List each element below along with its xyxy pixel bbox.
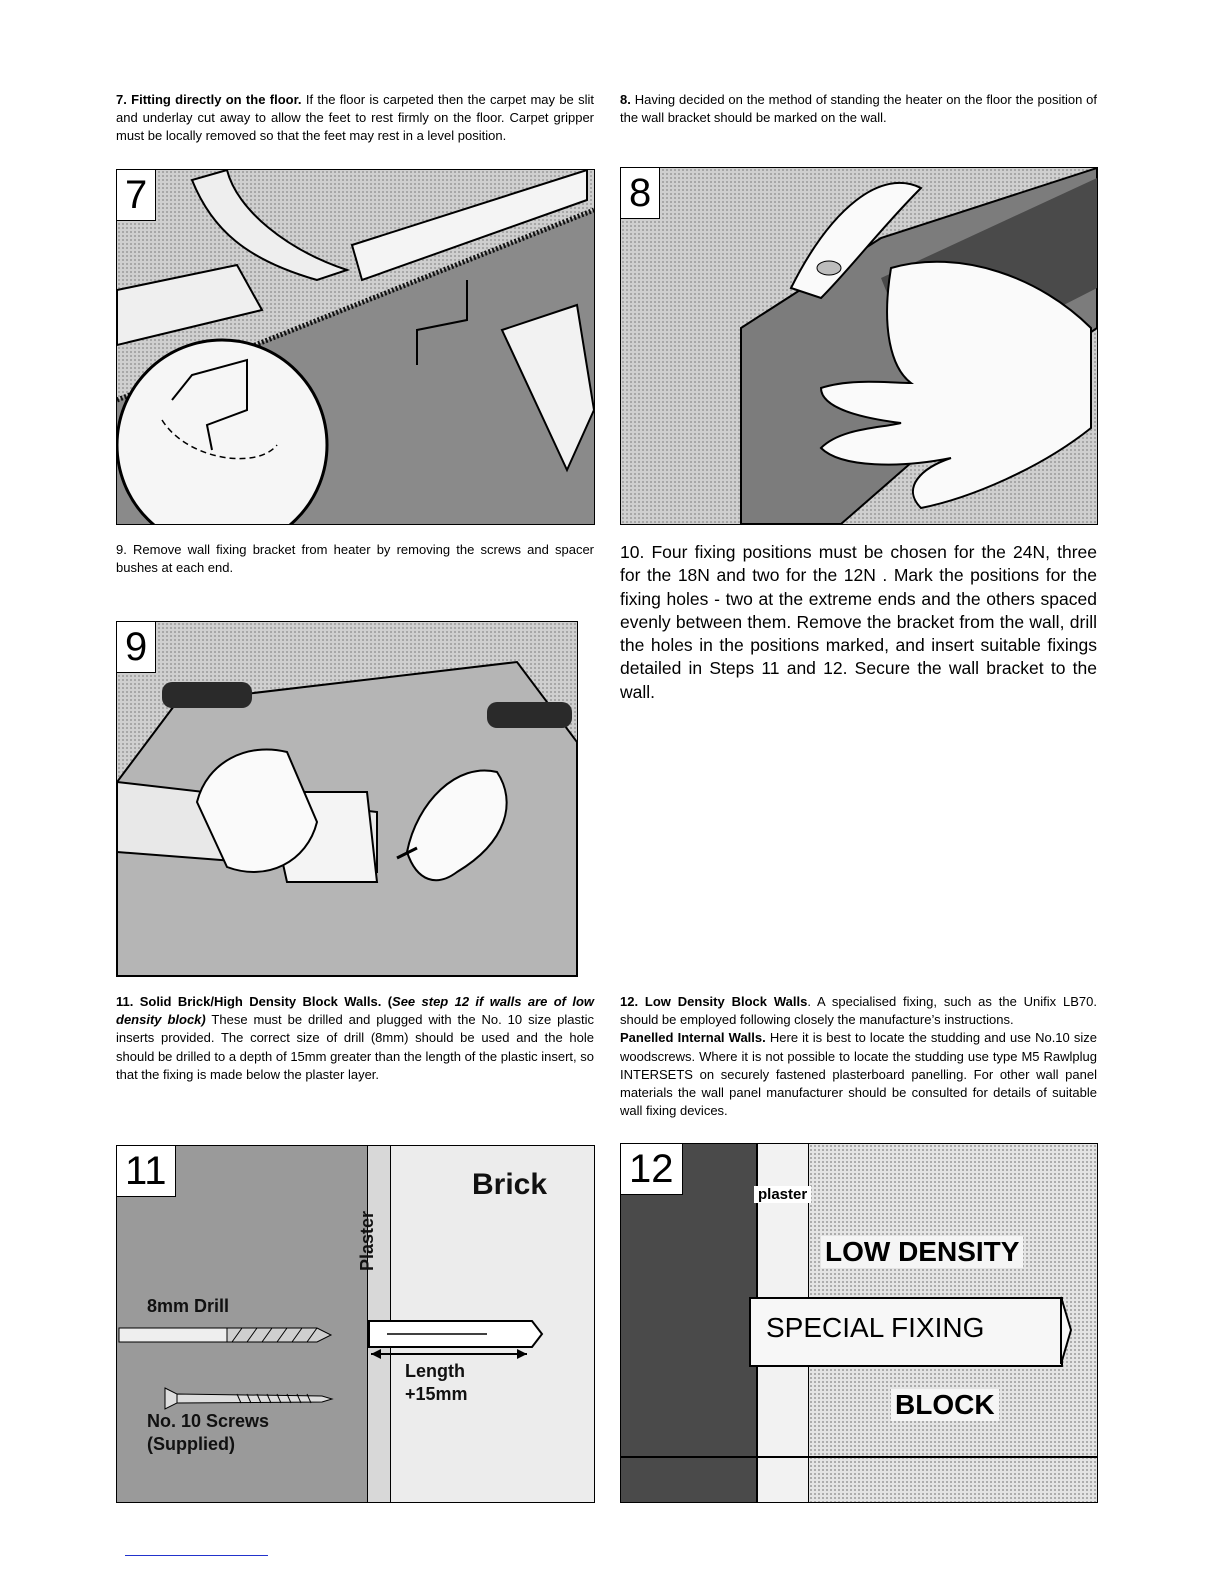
supplied-label: (Supplied) bbox=[147, 1434, 235, 1454]
bracket-removal-drawing bbox=[117, 622, 577, 976]
block-label: BLOCK bbox=[891, 1389, 999, 1421]
badge-12: 12 bbox=[621, 1144, 683, 1195]
footer-link-underline[interactable] bbox=[125, 1555, 268, 1556]
step-10-text bbox=[620, 541, 1097, 704]
step-11-body: These must be drilled and plugged with the No. 10 size plastic inserts provided. The correct size of drill (8mm) should be used and the hole should be drilled to a depth of 15mm greater than the length of the plastic insert, so that the fixing is made below the plaster layer. bbox=[116, 1012, 594, 1082]
heater-wall-drawing bbox=[621, 168, 1097, 524]
badge-11: 11 bbox=[117, 1146, 176, 1197]
drill-label: 8mm Drill bbox=[147, 1296, 230, 1316]
step-11-heading: 11. Solid Brick/High Density Block Walls. ( bbox=[116, 994, 393, 1009]
special-fixing-label: SPECIAL FIXING bbox=[766, 1312, 985, 1343]
step-12-text bbox=[620, 993, 1097, 1120]
panelled-walls-body: Here it is best to locate the studding and use No.10 size woodscrews. Where it is not possible to locate the studding use type M5 Rawlplug INTERSETS on securely fastened plasterboard panelling. For other wall panel materials the wall panel manufacturer should be consulted for details of suitable wall fixing devices. bbox=[620, 1030, 1097, 1119]
plaster-label: Plaster bbox=[357, 1210, 377, 1271]
illustration-step-8 bbox=[620, 167, 1098, 525]
step-7-heading: 7. Fitting directly on the floor. bbox=[116, 92, 302, 107]
step-7-body: If the floor is carpeted then the carpet may be slit and underlay cut away to allow the feet to rest firmly on the floor. Carpet gripper must be locally removed so that the feet may rest in a level position. bbox=[116, 92, 594, 144]
badge-9: 9 bbox=[117, 622, 156, 673]
badge-7: 7 bbox=[117, 170, 156, 221]
step-9-text bbox=[116, 541, 594, 577]
step-11-text bbox=[116, 993, 594, 1084]
step-10-body: 10. Four fixing positions must be chosen for the 24N, three for the 18N and two for the 12N . Mark the positions for the fixing holes - two at the extreme ends and the others spaced evenly between them. Remove the bracket from the wall, drill the holes in the positions marked, and insert suitable fixings detailed in Steps 11 and 12. Secure the wall bracket to the wall. bbox=[620, 542, 1097, 702]
badge-8: 8 bbox=[621, 168, 660, 219]
low-density-label: LOW DENSITY bbox=[821, 1236, 1023, 1268]
illustration-step-9 bbox=[116, 621, 578, 977]
plaster-label: plaster bbox=[754, 1186, 811, 1203]
step-11-note: See step 12 if walls are of low density block) bbox=[116, 994, 594, 1028]
step-12-heading: 12. Low Density Block Walls bbox=[620, 994, 808, 1009]
illustration-step-12 bbox=[620, 1143, 1098, 1503]
length-label: Length bbox=[405, 1361, 465, 1381]
extra-depth-label: +15mm bbox=[405, 1384, 468, 1404]
illustration-step-7 bbox=[116, 169, 595, 525]
step-7-text bbox=[116, 91, 594, 146]
illustration-step-11 bbox=[116, 1145, 595, 1503]
step-8-text bbox=[620, 91, 1097, 127]
step-8-number: 8. bbox=[620, 92, 631, 107]
step-12-body: . A specialised fixing, such as the Unifix LB70. should be employed following closely the manufacture’s instructions. bbox=[620, 994, 1097, 1028]
step-8-body: Having decided on the method of standing the heater on the floor the position of the wall bracket should be marked on the wall. bbox=[620, 92, 1097, 126]
brick-label: Brick bbox=[472, 1168, 548, 1201]
panelled-walls-heading: Panelled Internal Walls. bbox=[620, 1030, 766, 1046]
carpet-floor-drawing bbox=[117, 170, 594, 524]
screws-label: No. 10 Screws bbox=[147, 1411, 270, 1431]
step-9-body: 9. Remove wall fixing bracket from heater by removing the screws and spacer bushes at each end. bbox=[116, 542, 594, 576]
